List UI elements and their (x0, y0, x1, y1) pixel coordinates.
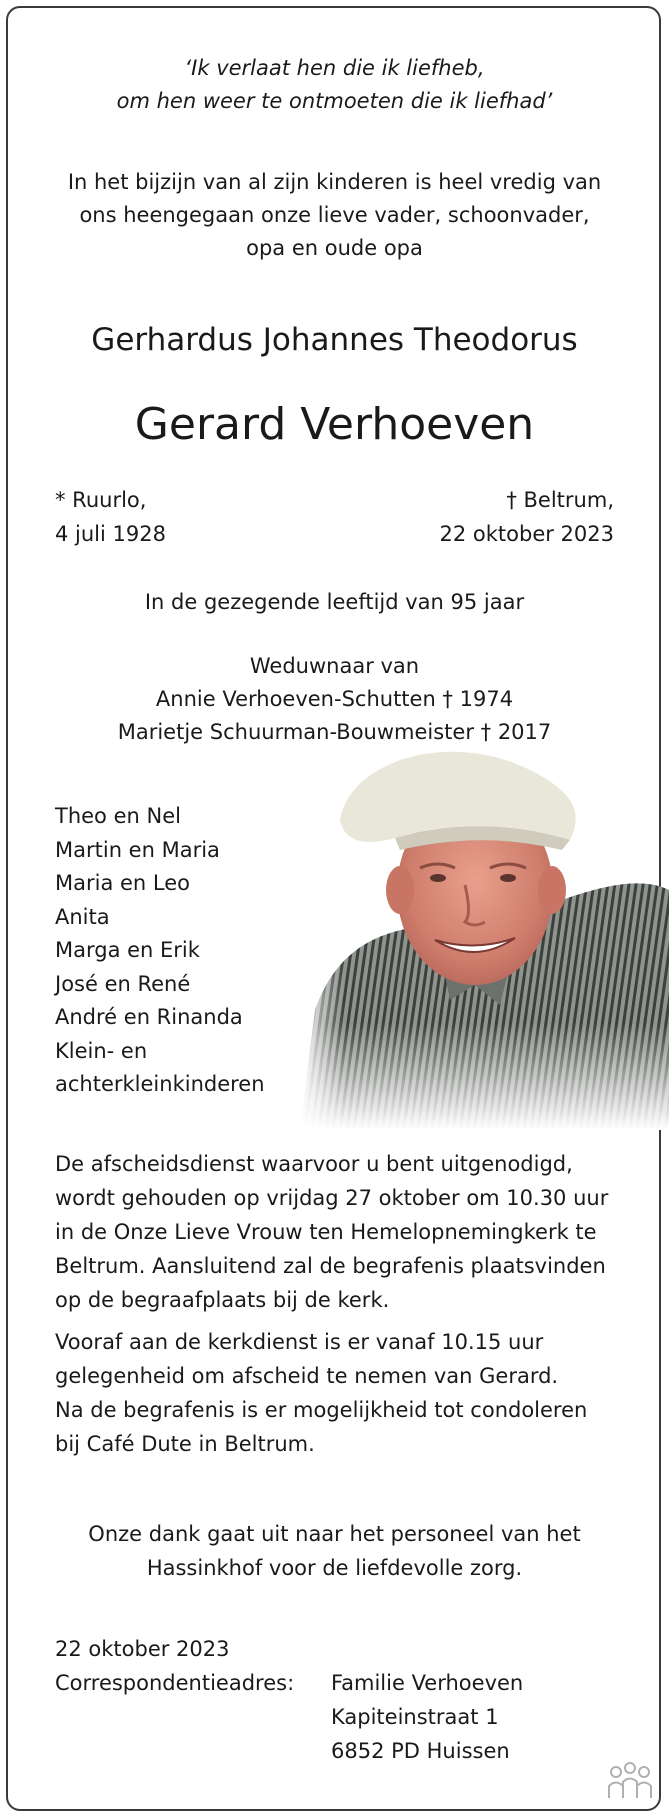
service-line: Beltrum. Aansluitend zal de begrafenis plaatsvinden (55, 1254, 606, 1278)
child-entry: Anita (55, 904, 110, 929)
visitation-line: Na de begrafenis is er mogelijkheid tot condoleren (55, 1398, 588, 1422)
service-line: wordt gehouden op vrijdag 27 oktober om 10.30 uur (55, 1186, 609, 1210)
address-line: Kapiteinstraat 1 (331, 1705, 499, 1729)
child-entry: Martin en Maria (55, 837, 220, 862)
visitation-paragraph (55, 1325, 615, 1461)
birth-date: 4 juli 1928 (55, 522, 166, 546)
widower-line: Marietje Schuurman-Bouwmeister † 2017 (117, 720, 552, 744)
quote (0, 52, 669, 118)
child-entry: José en René (55, 971, 191, 996)
service-line: De afscheidsdienst waarvoor u bent uitgenodigd, (55, 1152, 573, 1176)
widower-line: Annie Verhoeven-Schutten † 1974 (155, 687, 514, 711)
child-entry: André en Rinanda (55, 1005, 243, 1029)
given-names: Gerhardus Johannes Theodorus (91, 322, 578, 358)
correspondence-address (331, 1666, 523, 1768)
correspondence-label: Correspondentieadres: (55, 1671, 295, 1695)
child-entry: Klein- en (55, 1038, 148, 1063)
deceased-name: Gerard Verhoeven (134, 399, 535, 450)
service-line: op de begraafplaats bij de kerk. (55, 1288, 390, 1312)
visitation-line: bij Café Dute in Beltrum. (55, 1432, 315, 1456)
service-paragraph (55, 1147, 615, 1317)
children-list (55, 800, 265, 1102)
thanks-line: Onze dank gaat uit naar het personeel van het (88, 1522, 581, 1546)
child-entry: achterkleinkinderen (55, 1072, 265, 1096)
address-line: Familie Verhoeven (331, 1671, 524, 1695)
announcement-line: ons heengegaan onze lieve vader, schoonvader, (79, 203, 590, 227)
portrait-photo (300, 750, 669, 1130)
address-line: 6852 PD Huissen (331, 1739, 510, 1763)
child-entry: Maria en Leo (55, 871, 191, 895)
death-info (440, 483, 615, 551)
people-group-icon (606, 1760, 654, 1802)
announcement-text (0, 166, 669, 265)
child-entry: Theo en Nel (55, 804, 181, 828)
death-date: 22 oktober 2023 (439, 522, 614, 546)
widower-line: Weduwnaar van (249, 654, 420, 678)
widower-info (0, 650, 669, 749)
quote-line: om hen weer te ontmoeten die ik liefhad’ (116, 89, 553, 113)
announcement-line: opa en oude opa (246, 236, 423, 260)
birth-info (55, 483, 166, 551)
announcement-line: In het bijzijn van al zijn kinderen is heel vredig van (67, 170, 602, 194)
visitation-line: Vooraf aan de kerkdienst is er vanaf 10.15 uur (55, 1330, 544, 1354)
thanks-note (0, 1517, 669, 1585)
birth-place: * Ruurlo, (55, 488, 147, 512)
thanks-line: Hassinkhof voor de liefdevolle zorg. (146, 1556, 523, 1580)
quote-line: ‘Ik verlaat hen die ik liefheb, (184, 56, 485, 80)
visitation-line: gelegenheid om afscheid te nemen van Gerard. (55, 1364, 559, 1388)
service-line: in de Onze Lieve Vrouw ten Hemelopnemingkerk te (55, 1220, 597, 1244)
child-entry: Marga en Erik (55, 938, 200, 962)
footer (55, 1632, 294, 1700)
death-place: † Beltrum, (506, 488, 614, 512)
footer-date: 22 oktober 2023 (55, 1637, 230, 1661)
age-line: In de gezegende leeftijd van 95 jaar (144, 590, 525, 614)
